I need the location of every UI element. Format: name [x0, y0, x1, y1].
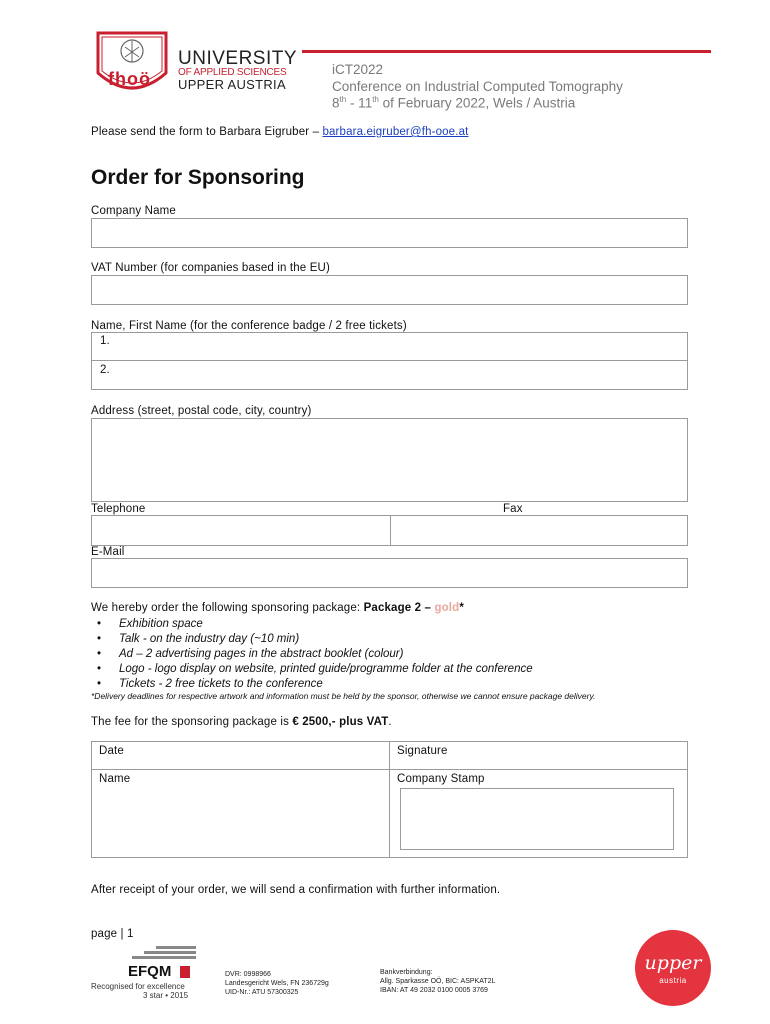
logo-letters: fhoö: [108, 69, 151, 89]
court-line: Landesgericht Wels, FN 236729g: [225, 980, 329, 987]
package-item: • Ad – 2 advertising pages in the abstract booklet (colour): [91, 647, 533, 662]
name-1-field[interactable]: [91, 332, 688, 361]
efqm-bar-1: [156, 946, 196, 949]
conf-dates: [332, 95, 575, 111]
efqm-line-2: 3 star • 2015: [143, 991, 189, 1000]
signature-field[interactable]: [389, 741, 688, 770]
efqm-text: EFQM: [128, 963, 172, 980]
efqm-logo: [88, 946, 198, 1004]
page-number: page | 1: [91, 928, 134, 940]
university-logo: [92, 29, 172, 101]
efqm-red-square: [180, 966, 190, 978]
conf-name: iCT2022: [332, 62, 384, 77]
package-item: • Logo - logo display on website, printed guide/programme folder at the conference: [91, 662, 533, 677]
email-link[interactable]: barbara.eigruber@fh-ooe.at: [322, 126, 469, 138]
conf-dates-b: - 11: [346, 95, 373, 111]
fee-amount: € 2500,- plus VAT: [292, 716, 389, 728]
signature-label: Signature: [397, 745, 448, 757]
intro-line: [91, 126, 468, 138]
efqm-line-1: Recognised for excellence: [91, 982, 185, 991]
bank-info: [380, 968, 495, 995]
header-rule: [302, 50, 711, 53]
package-name: Package 2 –: [363, 602, 435, 614]
conf-dates-sup1: th: [339, 95, 347, 104]
name-2-number: 2.: [100, 364, 110, 376]
package-item: • Talk - on the industry day (~10 min): [91, 632, 533, 647]
austria-text: austria: [659, 976, 687, 985]
address-label: Address (street, postal code, city, country): [91, 405, 312, 417]
efqm-bar-3: [132, 956, 196, 959]
vat-label: VAT Number (for companies based in the EU): [91, 262, 330, 274]
company-stamp-label: Company Stamp: [397, 773, 485, 785]
package-line: [91, 602, 464, 614]
telephone-label: Telephone: [91, 503, 146, 515]
package-items: [91, 617, 533, 692]
uid-line: UID-Nr.: ATU 57300325: [225, 989, 299, 996]
page-title: Order for Sponsoring: [91, 166, 305, 189]
confirmation-text: After receipt of your order, we will send a confirmation with further information.: [91, 884, 501, 896]
package-asterisk: *: [459, 602, 464, 614]
package-level: gold: [434, 602, 460, 614]
name-1-number: 1.: [100, 335, 110, 347]
date-label: Date: [99, 745, 124, 757]
company-stamp-cell: [389, 769, 688, 858]
names-label: Name, First Name (for the conference badge / 2 free tickets): [91, 320, 407, 332]
name-label: Name: [99, 773, 131, 785]
fee-text: The fee for the sponsoring package is: [91, 716, 293, 728]
uni-line-3: UPPER AUSTRIA: [178, 77, 286, 92]
company-name-field[interactable]: [91, 218, 688, 248]
fh-crest-icon: [92, 29, 172, 101]
fax-label: Fax: [503, 503, 523, 515]
email-label: E-Mail: [91, 546, 125, 558]
fee-line: [91, 716, 392, 728]
efqm-bar-2: [144, 951, 196, 954]
intro-text: Please send the form to Barbara Eigruber –: [91, 126, 323, 138]
date-field[interactable]: [91, 741, 390, 770]
delivery-note: *Delivery deadlines for respective artwork and information must be held by the sponsor, otherwise we cannot ensure package delivery.: [91, 691, 596, 701]
conf-dates-a: 8: [332, 95, 340, 111]
uni-line-1: UNIVERSITY: [178, 48, 298, 69]
upper-text: upper: [644, 952, 702, 974]
vat-field[interactable]: [91, 275, 688, 305]
name-field[interactable]: [91, 769, 390, 858]
package-item: • Tickets - 2 free tickets to the conference: [91, 677, 533, 692]
name-2-field[interactable]: [91, 360, 688, 390]
fee-end: .: [388, 716, 392, 728]
conf-title: Conference on Industrial Computed Tomography: [332, 79, 623, 94]
company-stamp-field[interactable]: [400, 788, 674, 850]
address-field[interactable]: [91, 418, 688, 502]
package-item: • Exhibition space: [91, 617, 533, 632]
registry-info: [225, 970, 329, 997]
bank-iban: IBAN: AT 49 2032 0100 0005 3769: [380, 987, 488, 994]
fax-field[interactable]: [390, 515, 688, 546]
dvr-line: DVR: 0998966: [225, 971, 271, 978]
package-lead: We hereby order the following sponsoring package:: [91, 602, 364, 614]
conf-dates-c: of February 2022, Wels / Austria: [378, 95, 576, 111]
upper-austria-logo: [635, 930, 711, 1006]
bank-title: Bankverbindung:: [380, 969, 433, 976]
bank-bic: Allg. Sparkasse OÖ, BIC: ASPKAT2L: [380, 978, 496, 985]
email-field[interactable]: [91, 558, 688, 588]
telephone-field[interactable]: [91, 515, 391, 546]
uni-line-2: OF APPLIED SCIENCES: [178, 67, 287, 78]
company-name-label: Company Name: [91, 205, 176, 217]
conf-dates-sup2: th: [372, 95, 379, 104]
